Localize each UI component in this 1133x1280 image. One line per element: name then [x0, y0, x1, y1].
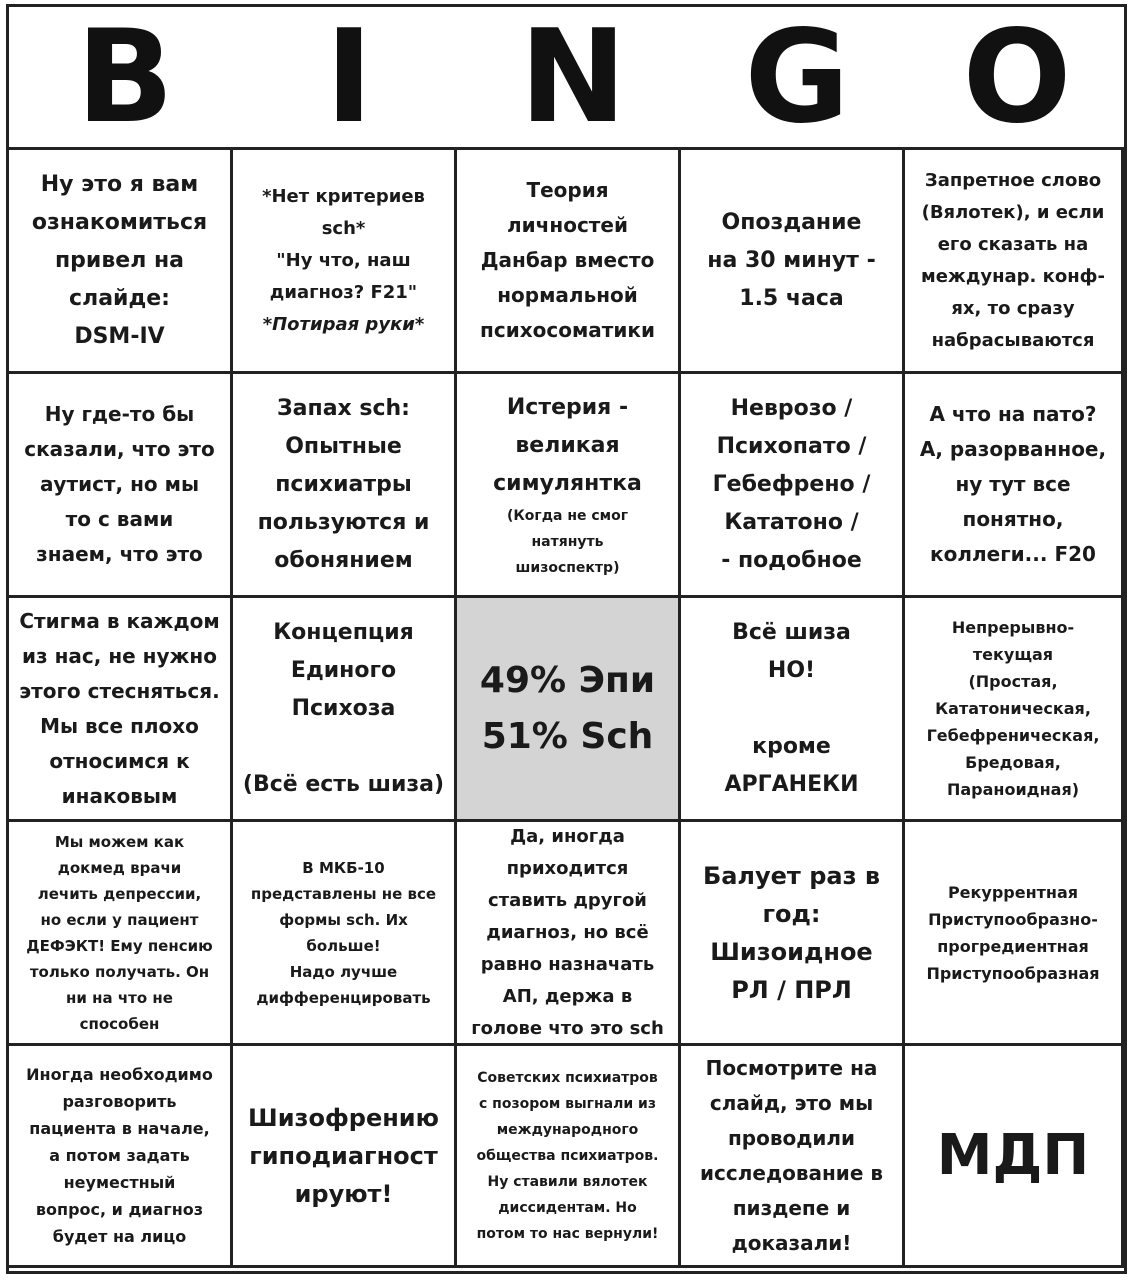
header-letter-n: N — [519, 3, 627, 152]
cell-text: Концепция Единого Психоза — [273, 619, 414, 721]
cell-text: Иногда необходимо разговорить пациента в начале, а потом задать неуместный вопрос, и диагноз будет на лицо — [26, 1065, 213, 1246]
cell-text: Посмотрите на слайд, это мы проводили исследование в пиздепе и доказали! — [700, 1055, 883, 1255]
cell-text: МДП — [936, 1122, 1090, 1188]
bingo-cell — [905, 374, 1124, 598]
bingo-cell — [233, 598, 457, 822]
bingo-cell — [681, 598, 905, 822]
bingo-cell — [9, 1046, 233, 1268]
cell-text: Рекуррентная Приступообразно- прогредиентная Приступообразная — [926, 882, 1100, 983]
cell-note: (Всё есть шиза) — [242, 771, 445, 797]
header-letter-b: B — [76, 3, 174, 152]
bingo-cell — [457, 822, 681, 1046]
cell-text: Запах sch: Опытные психиатры пользуются и обонянием — [257, 395, 430, 573]
header-letter-g: G — [744, 3, 850, 152]
cell-text: Советских психиатров с позором выгнали из международного общества психиатров. Ну ставили вялотек диссидентам. Но потом то нас вернули! — [476, 1069, 659, 1242]
cell-text: *Нет критериев sch* "Ну что, наш диагноз? F21" — [262, 185, 425, 303]
free-space-cell — [457, 598, 681, 822]
bingo-cell — [233, 150, 457, 374]
bingo-cell — [905, 822, 1124, 1046]
bingo-cell — [233, 374, 457, 598]
bingo-cell — [681, 150, 905, 374]
cell-text: Ну это я вам ознакомиться привел на слайде: DSM-IV — [31, 171, 208, 349]
cell-text: 49% Эпи 51% Sch — [479, 659, 656, 757]
bingo-cell — [9, 822, 233, 1046]
cell-text: Всё шиза НО! — [732, 619, 851, 683]
header-letter-o: O — [962, 3, 1072, 152]
cell-text: Опоздание на 30 минут - 1.5 часа — [707, 209, 876, 311]
bingo-header — [9, 3, 1124, 152]
bingo-cell — [905, 1046, 1124, 1268]
bingo-cell — [9, 150, 233, 374]
bingo-cell — [233, 822, 457, 1046]
bingo-cell — [233, 1046, 457, 1268]
cell-note: *Потирая руки* — [262, 313, 425, 335]
bingo-cell — [457, 150, 681, 374]
cell-text: Непрерывно- текущая (Простая, Кататоническая, Гебефреническая, Бредовая, Параноидная) — [926, 618, 1100, 799]
cell-text: Ну где-то бы сказали, что это аутист, но мы то с вами знаем, что это — [24, 402, 215, 566]
header-letter-i: I — [325, 3, 373, 152]
cell-text: Неврозо / Психопато / Гебефрено / Кататоно / - подобное — [712, 395, 871, 573]
bingo-cell — [457, 374, 681, 598]
bingo-grid — [9, 150, 1124, 1271]
cell-text: Истерия - великая симулянтка — [493, 394, 642, 496]
cell-text: Да, иногда приходится ставить другой диагноз, но всё равно назначать АП, держа в голове что это sch — [471, 825, 664, 1039]
bingo-card — [6, 4, 1127, 1274]
cell-text: Стигма в каждом из нас, не нужно этого стесняться. Мы все плохо относимся к инаковым — [19, 608, 220, 808]
bingo-cell — [905, 150, 1124, 374]
bingo-cell — [681, 374, 905, 598]
cell-text: Шизофрению гиподиагност ируют! — [248, 1103, 439, 1208]
cell-text: Теория личностей Данбар вместо нормальной психосоматики — [480, 178, 655, 342]
cell-text: Запретное слово (Вялотек), и если его сказать на междунар. конф- ях, то сразу набрасываются — [920, 169, 1106, 351]
bingo-cell — [9, 598, 233, 822]
cell-note: кроме АРГАНЕКИ — [724, 733, 859, 797]
bingo-cell — [681, 822, 905, 1046]
bingo-cell — [9, 374, 233, 598]
cell-text: А что на пато? А, разорванное, ну тут все понятно, коллеги... F20 — [919, 402, 1107, 566]
cell-note: (Когда не смог натянуть шизоспектр) — [506, 507, 629, 576]
cell-text: Мы можем как докмед врачи лечить депрессии, но если у пациент ДЕФЭКТ! Ему пенсию только получать. Он ни на что не способен — [26, 832, 213, 1033]
cell-text: В МКБ-10 представлены не все формы sch. Их больше! Надо лучше дифференцировать — [250, 858, 437, 1007]
bingo-cell — [457, 1046, 681, 1268]
cell-text: Балует раз в год: Шизоидное РЛ / ПРЛ — [702, 861, 881, 1004]
bingo-cell — [681, 1046, 905, 1268]
bingo-cell — [905, 598, 1124, 822]
